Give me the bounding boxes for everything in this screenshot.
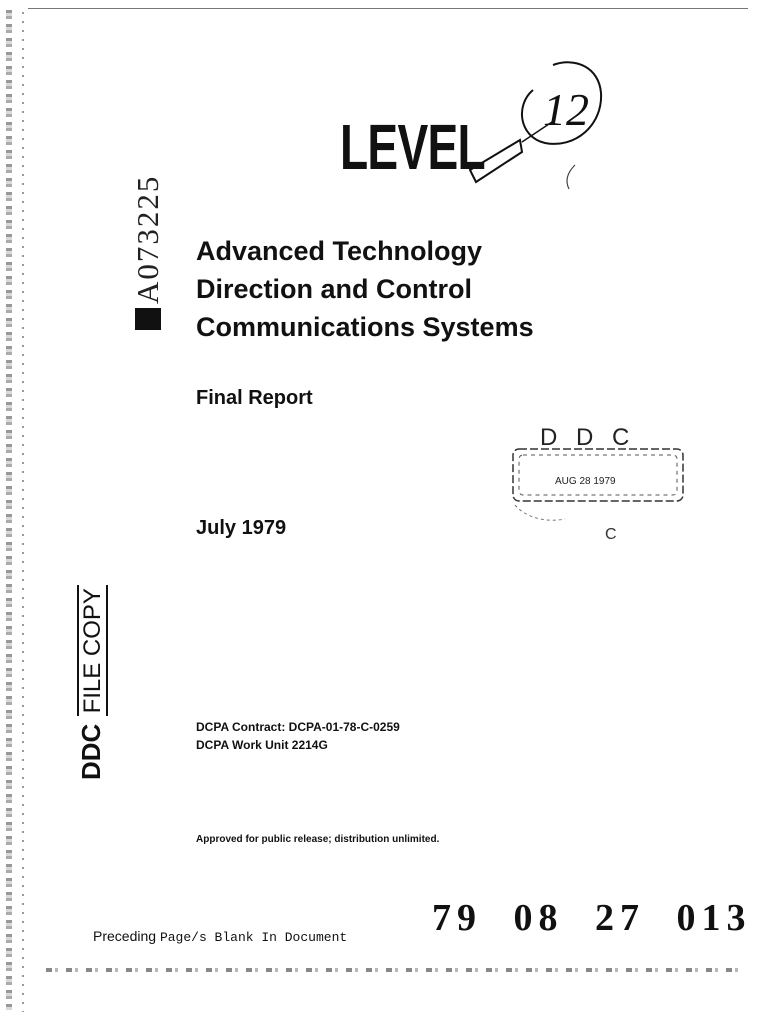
report-type: Final Report <box>196 387 313 409</box>
document-number: 79 08 27 013 <box>432 897 752 939</box>
title-line-3: Communications Systems <box>196 312 534 342</box>
distribution-statement: Approved for public release; distribution unlimited. <box>196 834 440 845</box>
ddc-received-stamp <box>505 405 690 545</box>
accession-block-mark <box>135 308 161 330</box>
report-title <box>196 232 656 346</box>
title-line-2: Direction and Control <box>196 274 472 304</box>
preceding-suffix: Page/s Blank In Document <box>159 930 348 945</box>
level-mark: LEVEL <box>340 111 485 183</box>
work-unit: DCPA Work Unit 2214G <box>196 738 328 752</box>
accession-number: A073225 <box>130 110 166 330</box>
ddc-label: DDC <box>76 723 106 780</box>
file-copy-label: FILE COPY <box>77 585 108 716</box>
preceding-page-note <box>93 928 347 945</box>
bottom-scan-line <box>46 968 746 972</box>
contract-block <box>196 718 400 754</box>
top-scan-line <box>28 8 748 9</box>
left-scan-edge <box>6 10 12 1010</box>
ddc-file-copy-mark <box>76 590 116 780</box>
title-line-1: Advanced Technology <box>196 236 483 266</box>
left-scan-edge-inner <box>22 12 24 1012</box>
report-date: July 1979 <box>196 517 287 539</box>
ddc-stamp-graphic <box>505 405 690 545</box>
handwritten-circled-number <box>505 45 625 195</box>
ddc-stamp-letter-below: C <box>605 526 617 543</box>
preceding-prefix: Preceding <box>93 928 157 944</box>
handwritten-number: 12 <box>543 84 589 135</box>
contract-number: DCPA Contract: DCPA-01-78-C-0259 <box>196 720 400 734</box>
ddc-stamp-date: AUG 28 1979 <box>555 476 616 487</box>
ddc-stamp-letters: D D C <box>540 424 636 451</box>
